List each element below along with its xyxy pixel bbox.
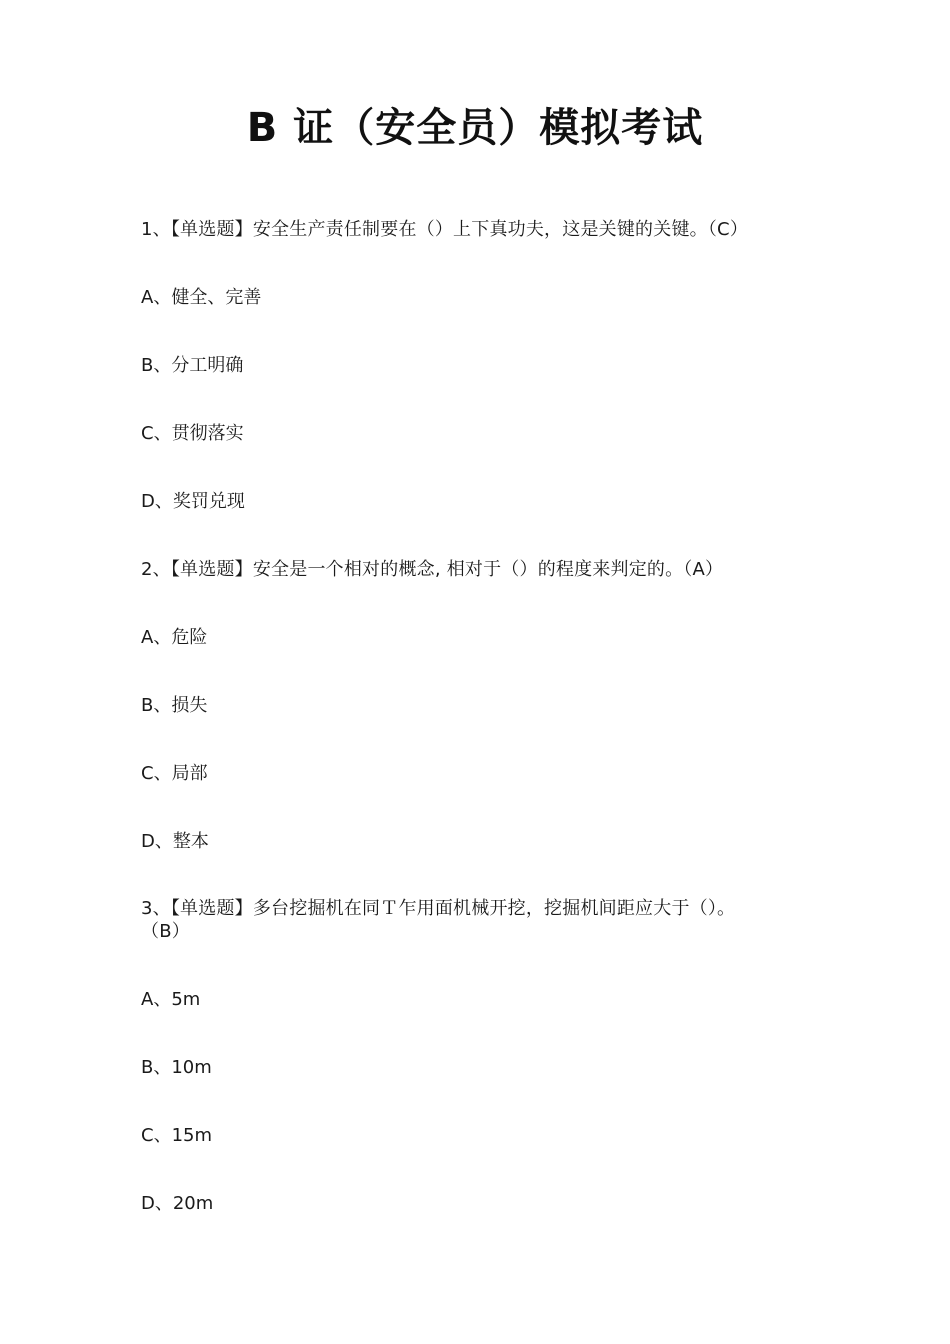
page-title: B 证（安全员）模拟考试 xyxy=(246,105,704,151)
question-1-option-c: C、贯彻落实 xyxy=(141,423,244,444)
question-3-stem-answer: （B） xyxy=(141,921,190,942)
question-3-option-a: A、5m xyxy=(141,989,201,1010)
question-2-option-c: C、局部 xyxy=(141,763,208,784)
question-1-option-b: B、分工明确 xyxy=(141,355,244,376)
question-2-option-b: B、损失 xyxy=(141,695,208,716)
question-3-stem: 3、【单选题】多台挖掘机在同Ｔ乍用面机械开挖，挖掘机间距应大于（）。 xyxy=(141,898,736,919)
question-2-option-d: D、整本 xyxy=(141,831,209,852)
question-1-option-d: D、奖罚兑现 xyxy=(141,491,245,512)
question-2-option-a: A、危险 xyxy=(141,627,208,648)
question-1-option-a: A、健全、完善 xyxy=(141,287,262,308)
question-1-stem: 1、【单选题】安全生产责任制要在（）上下真功夫，这是关键的关键。（C） xyxy=(141,219,749,240)
question-3-option-b: B、10m xyxy=(141,1057,212,1078)
question-3-option-c: C、15m xyxy=(141,1125,213,1146)
question-2-stem: 2、【单选题】安全是一个相对的概念, 相对于（）的程度来判定的。（A） xyxy=(141,559,724,580)
question-3-option-d: D、20m xyxy=(141,1193,214,1214)
